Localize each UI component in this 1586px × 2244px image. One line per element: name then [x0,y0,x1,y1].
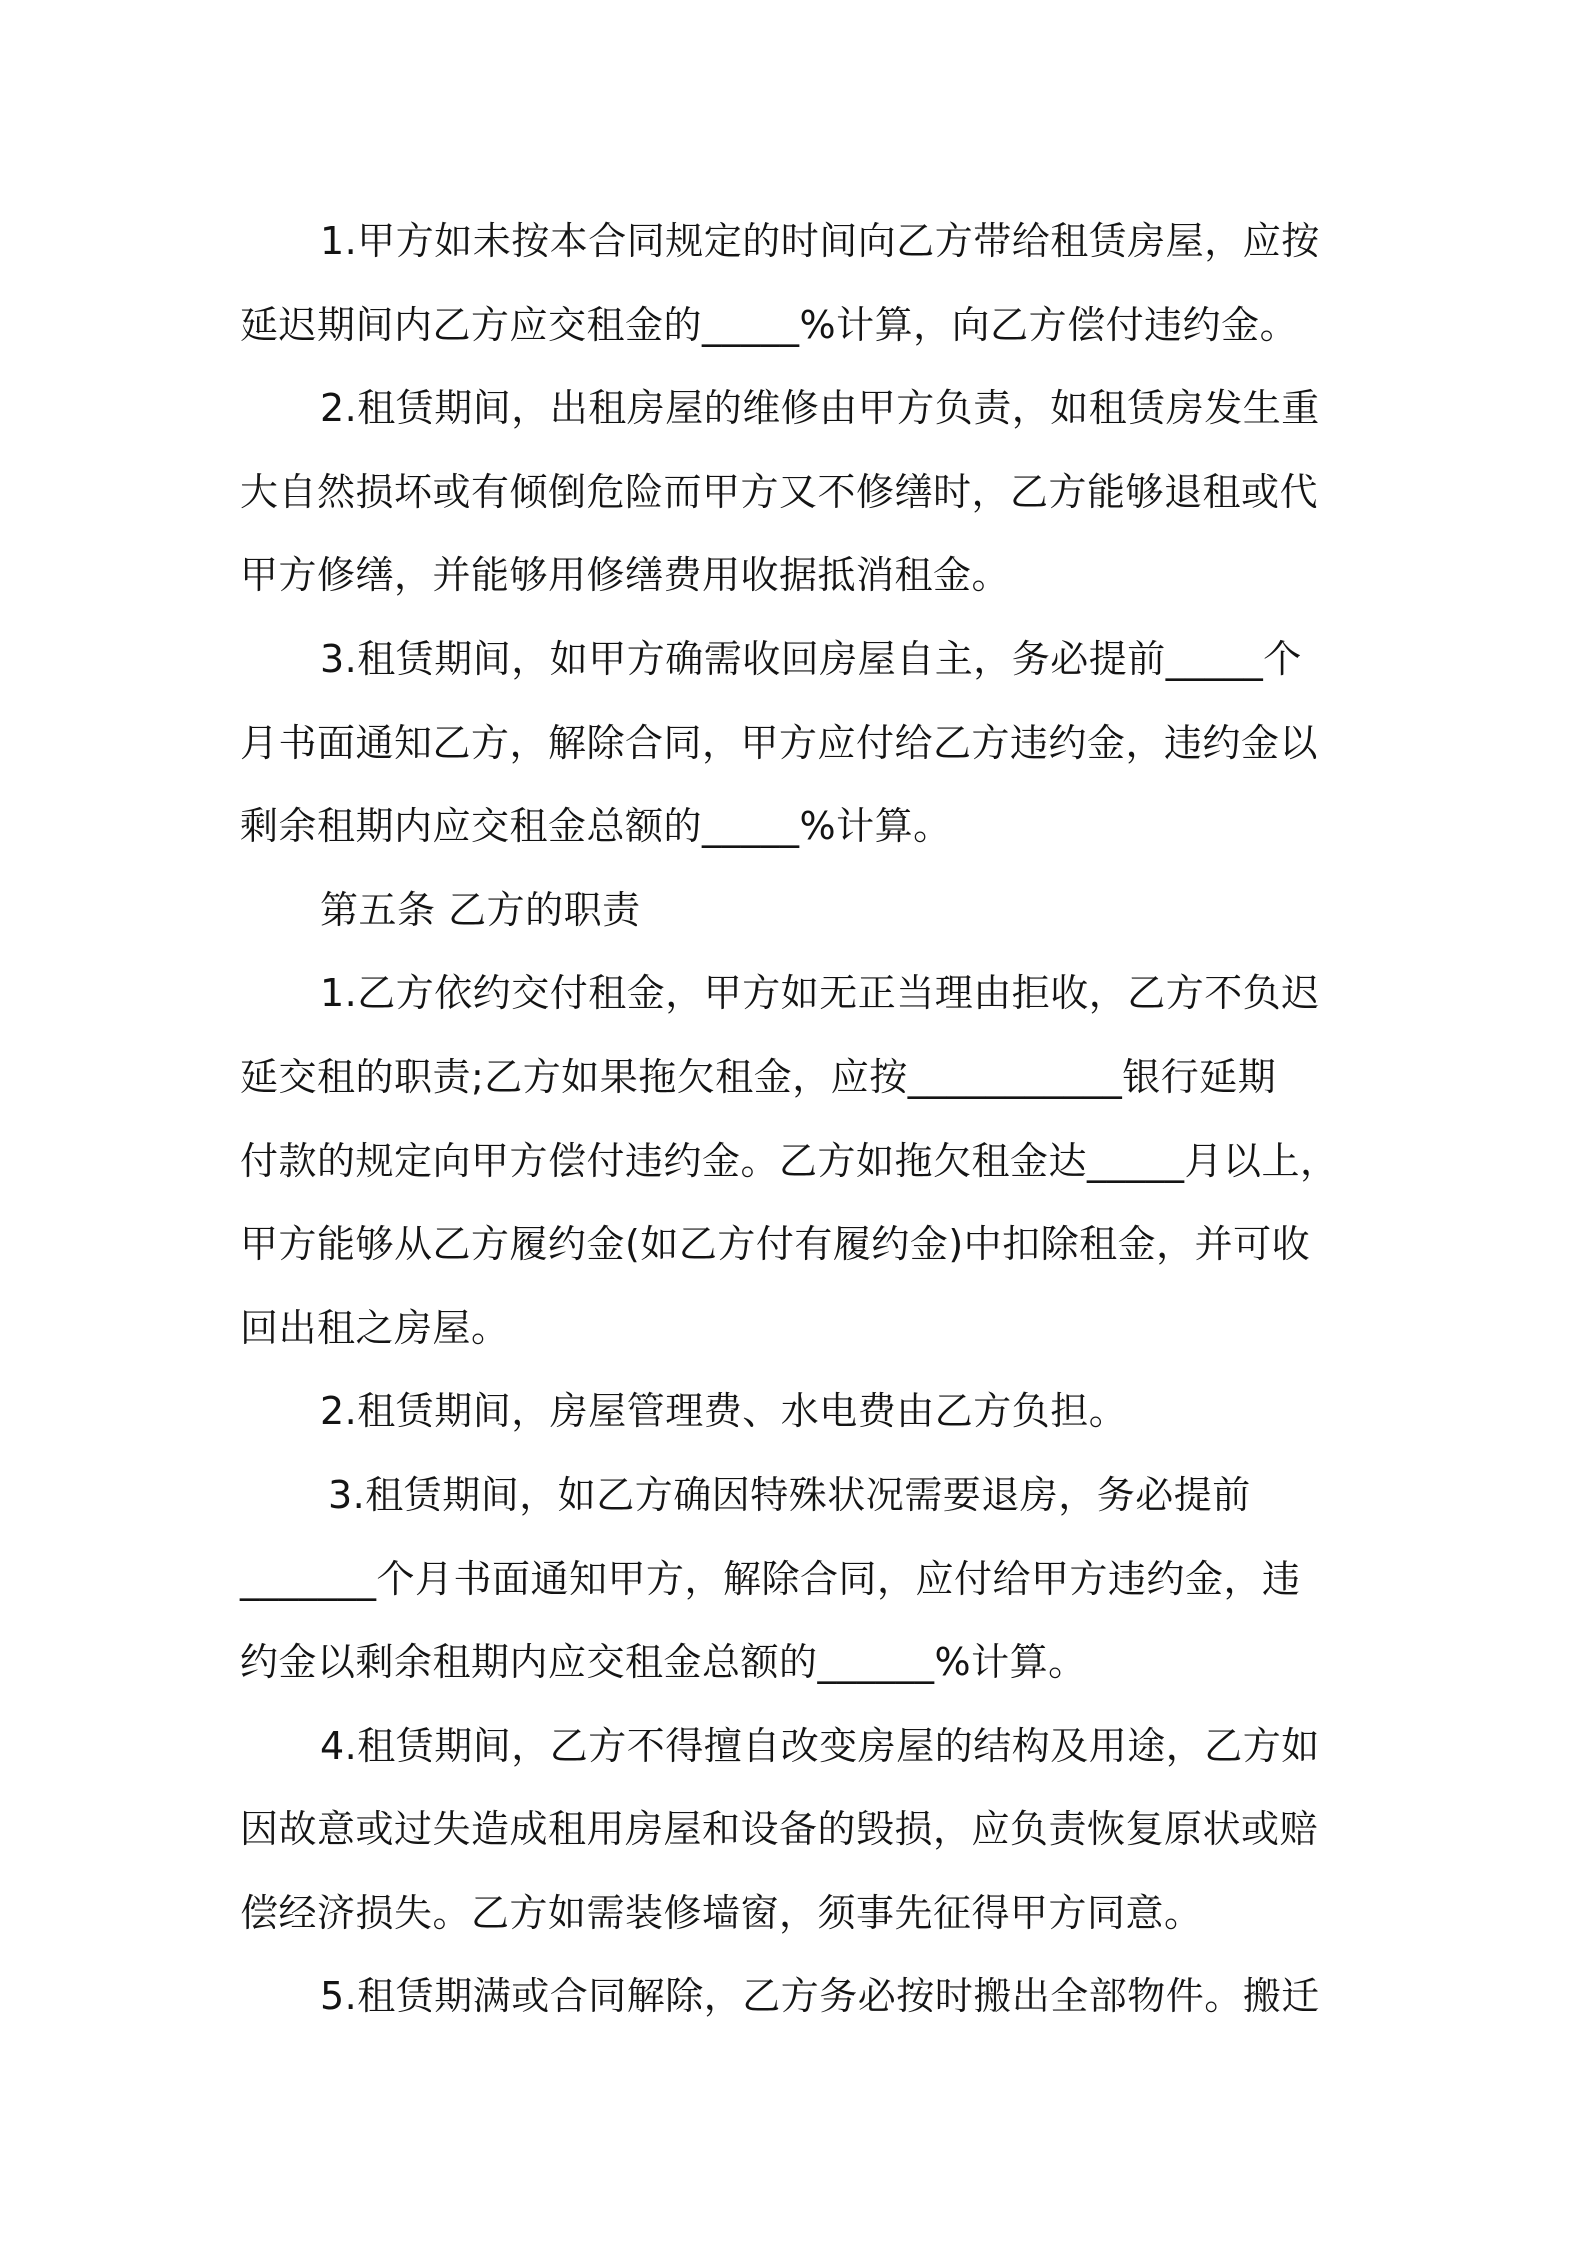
paragraph-line: 剩余租期内应交租金总额的_____%计算。 [240,804,952,849]
paragraph-line: 甲方能够从乙方履约金(如乙方付有履约金)中扣除租金，并可收 [240,1222,1311,1267]
contract-text [240,200,1360,2039]
paragraph-line: 回出租之房屋。 [240,1305,510,1350]
paragraph-line: 1.甲方如未按本合同规定的时间向乙方带给租赁房屋，应按 [320,219,1320,263]
paragraph-line: 延交租的职责;乙方如果拖欠租金，应按___________银行延期 [240,1054,1277,1099]
paragraph-line: 2.租赁期间，出租房屋的维修由甲方负责，如租赁房发生重 [320,386,1320,431]
paragraph-line: 因故意或过失造成租用房屋和设备的毁损，应负责恢复原状或赔 [240,1807,1319,1852]
paragraph-line: 约金以剩余租期内应交租金总额的______%计算。 [240,1640,1087,1685]
paragraph-line: 4.租赁期间，乙方不得擅自改变房屋的结构及用途，乙方如 [320,1723,1320,1768]
paragraph-line: 3.租赁期间，如甲方确需收回房屋自主，务必提前_____个 [320,636,1302,681]
paragraph-line: 1.乙方依约交付租金，甲方如无正当理由拒收，乙方不负迟 [320,971,1320,1016]
paragraph-line: 5.租赁期满或合同解除，乙方务必按时搬出全部物件。搬迁 [320,1974,1320,2019]
paragraph-line: 偿经济损失。乙方如需装修墙窗，须事先征得甲方同意。 [240,1890,1203,1935]
paragraph-line: 2.租赁期间，房屋管理费、水电费由乙方负担。 [320,1389,1128,1434]
paragraph-line: 甲方修缮，并能够用修缮费用收据抵消租金。 [240,553,1011,598]
paragraph-line: 大自然损坏或有倾倒危险而甲方又不修缮时，乙方能够退租或代 [240,469,1319,514]
paragraph-line: 3.租赁期间，如乙方确因特殊状况需要退房，务必提前 [328,1472,1251,1517]
paragraph-line: _______个月书面通知甲方，解除合同，应付给甲方违约金，违 [240,1556,1301,1601]
paragraph-line: 延迟期间内乙方应交租金的_____%计算，向乙方偿付违约金。 [240,302,1299,347]
paragraph-line: 付款的规定向甲方偿付违约金。乙方如拖欠租金达_____月以上， [240,1138,1339,1183]
section-heading: 第五条 乙方的职责 [320,887,641,932]
paragraph-line: 月书面通知乙方，解除合同，甲方应付给乙方违约金，违约金以 [240,720,1319,765]
